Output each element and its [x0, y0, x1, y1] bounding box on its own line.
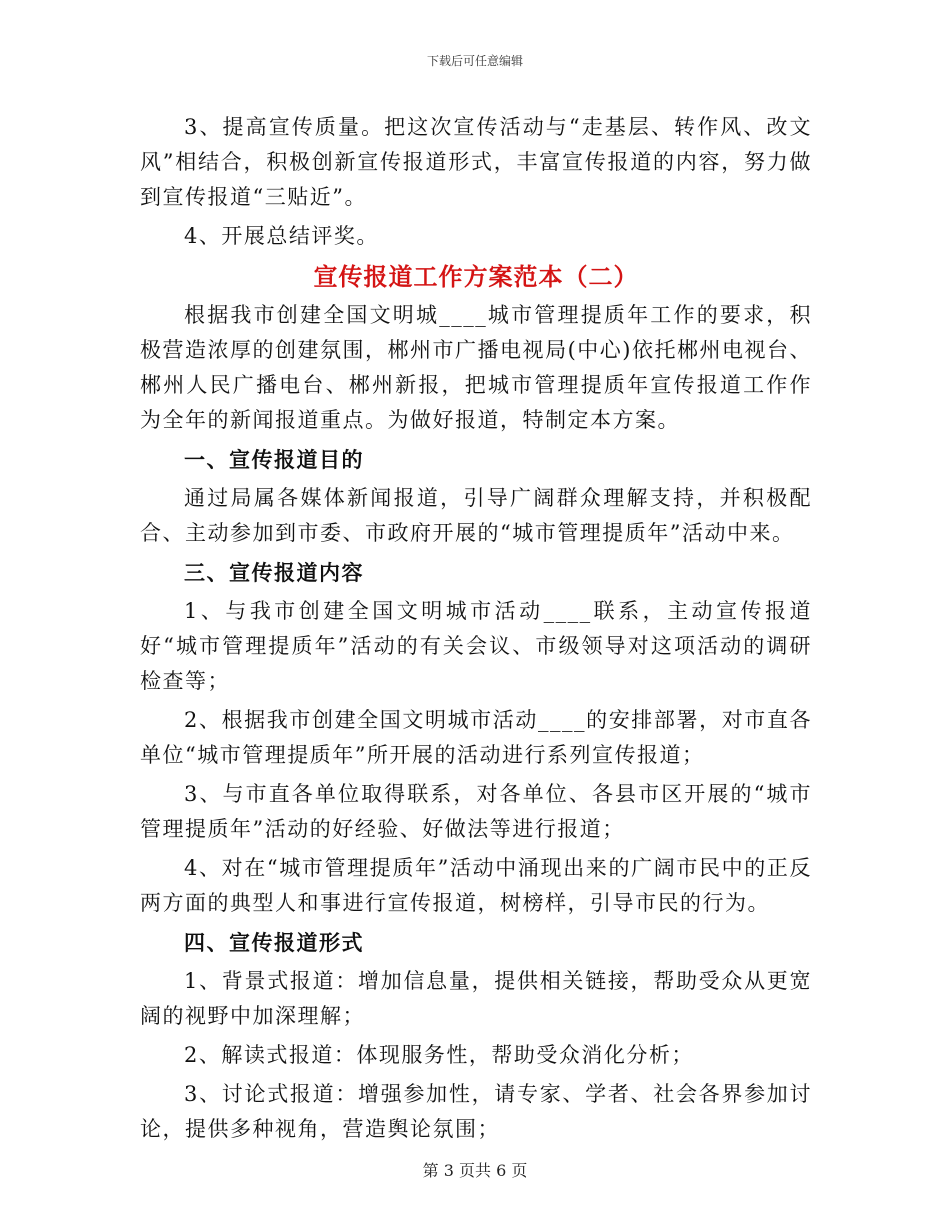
- form-item-2: 2、解读式报道：体现服务性，帮助受众消化分析；: [184, 1043, 694, 1067]
- section-title: 宣传报道工作方案范本（二）: [313, 262, 639, 291]
- content-item-3: 3、与市直各单位取得联系，对各单位、各县市区开展的“城市管理提质年”活动的好经验、好做法等进行报道；: [140, 782, 812, 841]
- page-header: 下载后可任意编辑: [426, 54, 523, 68]
- heading-form: 四、宣传报道形式: [184, 930, 364, 955]
- form-item-3: 3、讨论式报道：增强参加性，请专家、学者、社会各界参加讨论，提供多种视角，营造舆论氛围；: [140, 1082, 812, 1141]
- content-item-4: 4、对在“城市管理提质年”活动中涌现出来的广阔市民中的正反两方面的典型人和事进行宣传报道，树榜样，引导市民的行为。: [140, 856, 812, 915]
- paragraph-item-3: 3、提高宣传质量。把这次宣传活动与“走基层、转作风、改文风”相结合，积极创新宣传报道形式，丰富宣传报道的内容，努力做到宣传报道“三贴近”。: [140, 115, 812, 209]
- document-body: [140, 110, 812, 1151]
- page-footer: 第 3 页共 6 页: [422, 1161, 528, 1180]
- purpose-paragraph: 通过局属各媒体新闻报道，引导广阔群众理解支持，并积极配合、主动参加到市委、市政府开展的“城市管理提质年”活动中来。: [140, 486, 812, 545]
- paragraph-item-4: 4、开展总结评奖。: [184, 224, 379, 248]
- heading-purpose: 一、宣传报道目的: [184, 447, 364, 472]
- form-item-1: 1、背景式报道：增加信息量，提供相关链接，帮助受众从更宽阔的视野中加深理解；: [140, 969, 812, 1028]
- heading-content: 三、宣传报道内容: [184, 560, 364, 585]
- content-item-2: 2、根据我市创建全国文明城市活动____的安排部署，对市直各单位“城市管理提质年”所开展的活动进行系列宣传报道；: [140, 708, 812, 767]
- content-item-1: 1、与我市创建全国文明城市活动____联系，主动宣传报道好“城市管理提质年”活动的有关会议、市级领导对这项活动的调研检查等；: [140, 599, 812, 693]
- intro-paragraph: 根据我市创建全国文明城____城市管理提质年工作的要求，积极营造浓厚的创建氛围，郴州市广播电视局(中心)依托郴州电视台、郴州人民广播电台、郴州新报，把城市管理提质年宣传报道工作作为全年的新闻报道重点。为做好报道，特制定本方案。: [140, 303, 812, 432]
